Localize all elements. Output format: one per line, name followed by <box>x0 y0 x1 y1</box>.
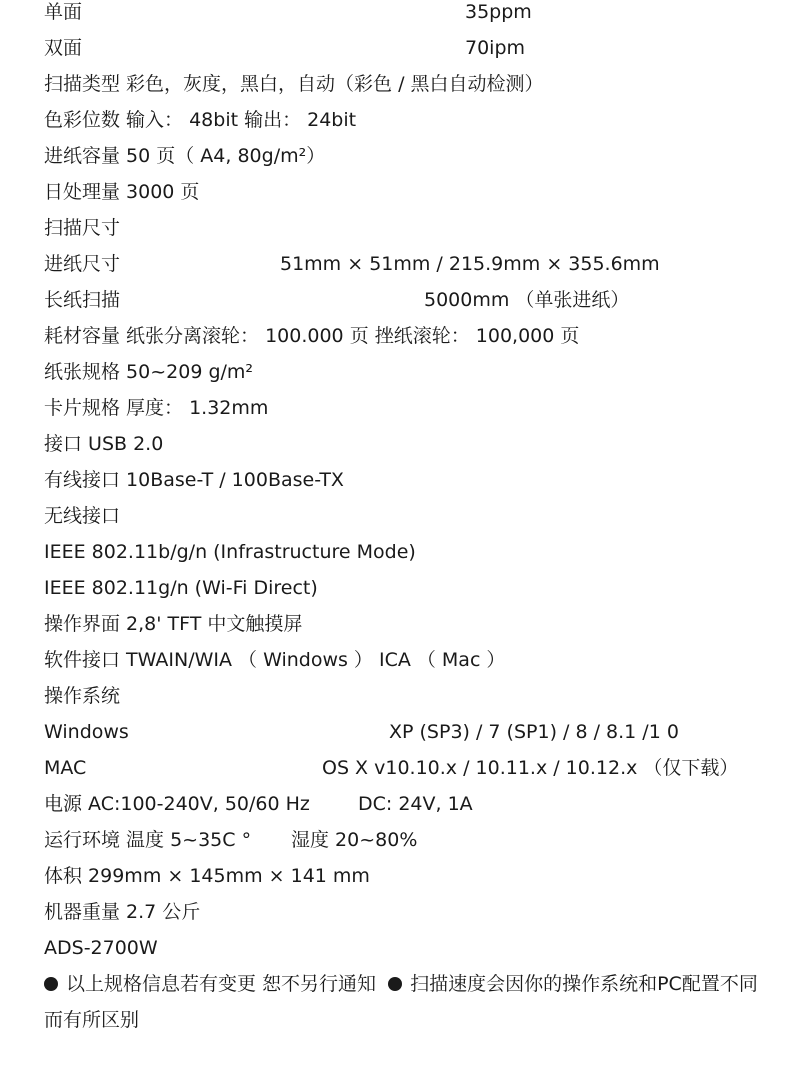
long-paper-value: 5000mm （单张进纸） <box>424 289 630 311</box>
scan-type-text: 扫描类型 彩色，灰度，黑白，自动（彩色 / 黑白自动检测） <box>44 73 544 95</box>
duplex-value: 70ipm <box>465 37 526 59</box>
spec-model <box>44 930 764 966</box>
spec-interface <box>44 426 764 462</box>
color-depth-text: 色彩位数 输入： 48bit 输出： 24bit <box>44 109 357 131</box>
spec-panel <box>44 606 764 642</box>
spec-weight <box>44 894 764 930</box>
notice-1-text: 以上规格信息若有变更 恕不另行通知 <box>66 973 377 995</box>
environment-humidity-text: 湿度 20~80% <box>291 829 418 851</box>
duplex-label: 双面 <box>44 37 83 59</box>
notice-2-text: 扫描速度会因你的操作系统和PC配置不同而有所区别 <box>44 973 758 1031</box>
spec-mac-row <box>44 750 764 786</box>
panel-text: 操作界面 2,8' TFT 中文触摸屏 <box>44 613 303 635</box>
notice-block <box>44 966 762 1038</box>
spec-paper-weight <box>44 354 764 390</box>
windows-label: Windows <box>44 721 129 743</box>
wireless-heading-text: 无线接口 <box>44 505 121 527</box>
spec-os-heading <box>44 678 764 714</box>
interface-text: 接口 USB 2.0 <box>44 433 164 455</box>
daily-duty-text: 日处理量 3000 页 <box>44 181 200 203</box>
model-text: ADS-2700W <box>44 937 158 959</box>
spec-consumables <box>44 318 764 354</box>
feed-size-label: 进纸尺寸 <box>44 253 121 275</box>
wired-text: 有线接口 10Base-T / 100Base-TX <box>44 469 344 491</box>
consumables-text: 耗材容量 纸张分离滚轮： 100.000 页 挫纸滚轮： 100,000 页 <box>44 325 580 347</box>
simplex-label: 单面 <box>44 1 83 23</box>
simplex-value: 35ppm <box>465 1 532 23</box>
spec-wired <box>44 462 764 498</box>
spec-color-depth <box>44 102 764 138</box>
power-ac-text: 电源 AC:100-240V, 50/60 Hz <box>44 793 310 815</box>
software-text: 软件接口 TWAIN/WIA （ Windows ） ICA （ Mac ） <box>44 649 506 671</box>
spec-sheet <box>44 0 764 1038</box>
spec-wireless-1 <box>44 534 764 570</box>
os-heading-text: 操作系统 <box>44 685 121 707</box>
wireless-2-text: IEEE 802.11g/n (Wi-Fi Direct) <box>44 577 318 599</box>
bullet-dot-icon <box>44 977 58 991</box>
long-paper-label: 长纸扫描 <box>44 289 121 311</box>
mac-value: OS X v10.10.x / 10.11.x / 10.12.x （仅下载） <box>322 757 739 779</box>
spec-scan-type <box>44 66 764 102</box>
adf-capacity-text: 进纸容量 50 页（ A4, 80g/m²） <box>44 145 326 167</box>
windows-value: XP (SP3) / 7 (SP1) / 8 / 8.1 /1 0 <box>389 721 679 743</box>
spec-software <box>44 642 764 678</box>
spec-power-row <box>44 786 764 822</box>
spec-scan-size-heading <box>44 210 764 246</box>
spec-daily-duty <box>44 174 764 210</box>
feed-size-value: 51mm × 51mm / 215.9mm × 355.6mm <box>280 253 660 275</box>
card-spec-text: 卡片规格 厚度： 1.32mm <box>44 397 269 419</box>
scan-size-heading-text: 扫描尺寸 <box>44 217 121 239</box>
spec-long-paper-row <box>44 282 764 318</box>
weight-text: 机器重量 2.7 公斤 <box>44 901 201 923</box>
spec-wireless-heading <box>44 498 764 534</box>
spec-duplex-row <box>44 30 764 66</box>
spec-dimensions <box>44 858 764 894</box>
spec-environment-row <box>44 822 764 858</box>
paper-weight-text: 纸张规格 50~209 g/m² <box>44 361 254 383</box>
spec-windows-row <box>44 714 764 750</box>
environment-temp-text: 运行环境 温度 5~35C ° <box>44 829 252 851</box>
spec-simplex-row <box>44 0 764 30</box>
spec-wireless-2 <box>44 570 764 606</box>
spec-card <box>44 390 764 426</box>
spec-feed-size-row <box>44 246 764 282</box>
wireless-1-text: IEEE 802.11b/g/n (Infrastructure Mode) <box>44 541 416 563</box>
spec-adf-capacity <box>44 138 764 174</box>
mac-label: MAC <box>44 757 87 779</box>
dimensions-text: 体积 299mm × 145mm × 141 mm <box>44 865 370 887</box>
bullet-dot-icon <box>388 977 402 991</box>
power-dc-text: DC: 24V, 1A <box>358 793 473 815</box>
